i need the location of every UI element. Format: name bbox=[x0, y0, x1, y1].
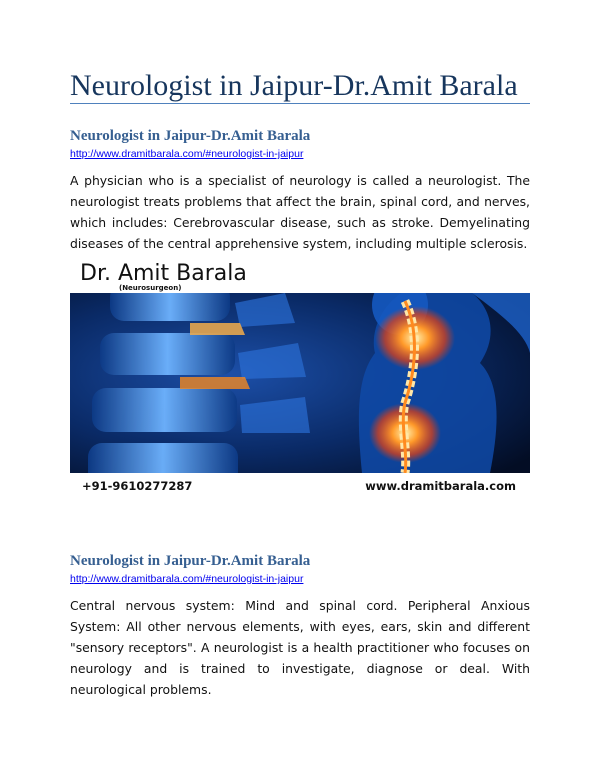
banner-brand-name: Dr. Amit Barala bbox=[80, 261, 247, 286]
section-1-paragraph: A physician who is a specialist of neurology is called a neurologist. The neurologist treats problems that affect the brain, spinal cord, and nerves, which includes: Cerebrovascular disease, such as stroke. Demyelinating diseases of the central apprehensive system, including multiple sclerosis. bbox=[70, 173, 530, 251]
banner-subtitle: (Neurosurgeon) bbox=[119, 284, 182, 292]
section-2-heading: Neurologist in Jaipur-Dr.Amit Barala bbox=[70, 553, 311, 569]
page-title: Neurologist in Jaipur-Dr.Amit Barala bbox=[70, 69, 518, 102]
banner-website: www.dramitbarala.com bbox=[365, 479, 516, 493]
section-2-link[interactable]: http://www.dramitbarala.com/#neurologist-in-jaipur bbox=[70, 573, 304, 585]
title-divider bbox=[70, 103, 530, 104]
section-2-paragraph: Central nervous system: Mind and spinal cord. Peripheral Anxious System: All other nervous elements, with eyes, ears, skin and different "sensory receptors". A neurologist is a health practitioner who focuses on neurology and is trained to investigate, diagnose or deal. With neurological problems. bbox=[70, 598, 530, 697]
spine-illustration bbox=[70, 293, 530, 473]
doctor-banner-image bbox=[70, 255, 530, 499]
section-1-heading: Neurologist in Jaipur-Dr.Amit Barala bbox=[70, 128, 311, 144]
banner-phone: +91-9610277287 bbox=[82, 479, 193, 493]
section-1-link[interactable]: http://www.dramitbarala.com/#neurologist-in-jaipur bbox=[70, 148, 304, 160]
